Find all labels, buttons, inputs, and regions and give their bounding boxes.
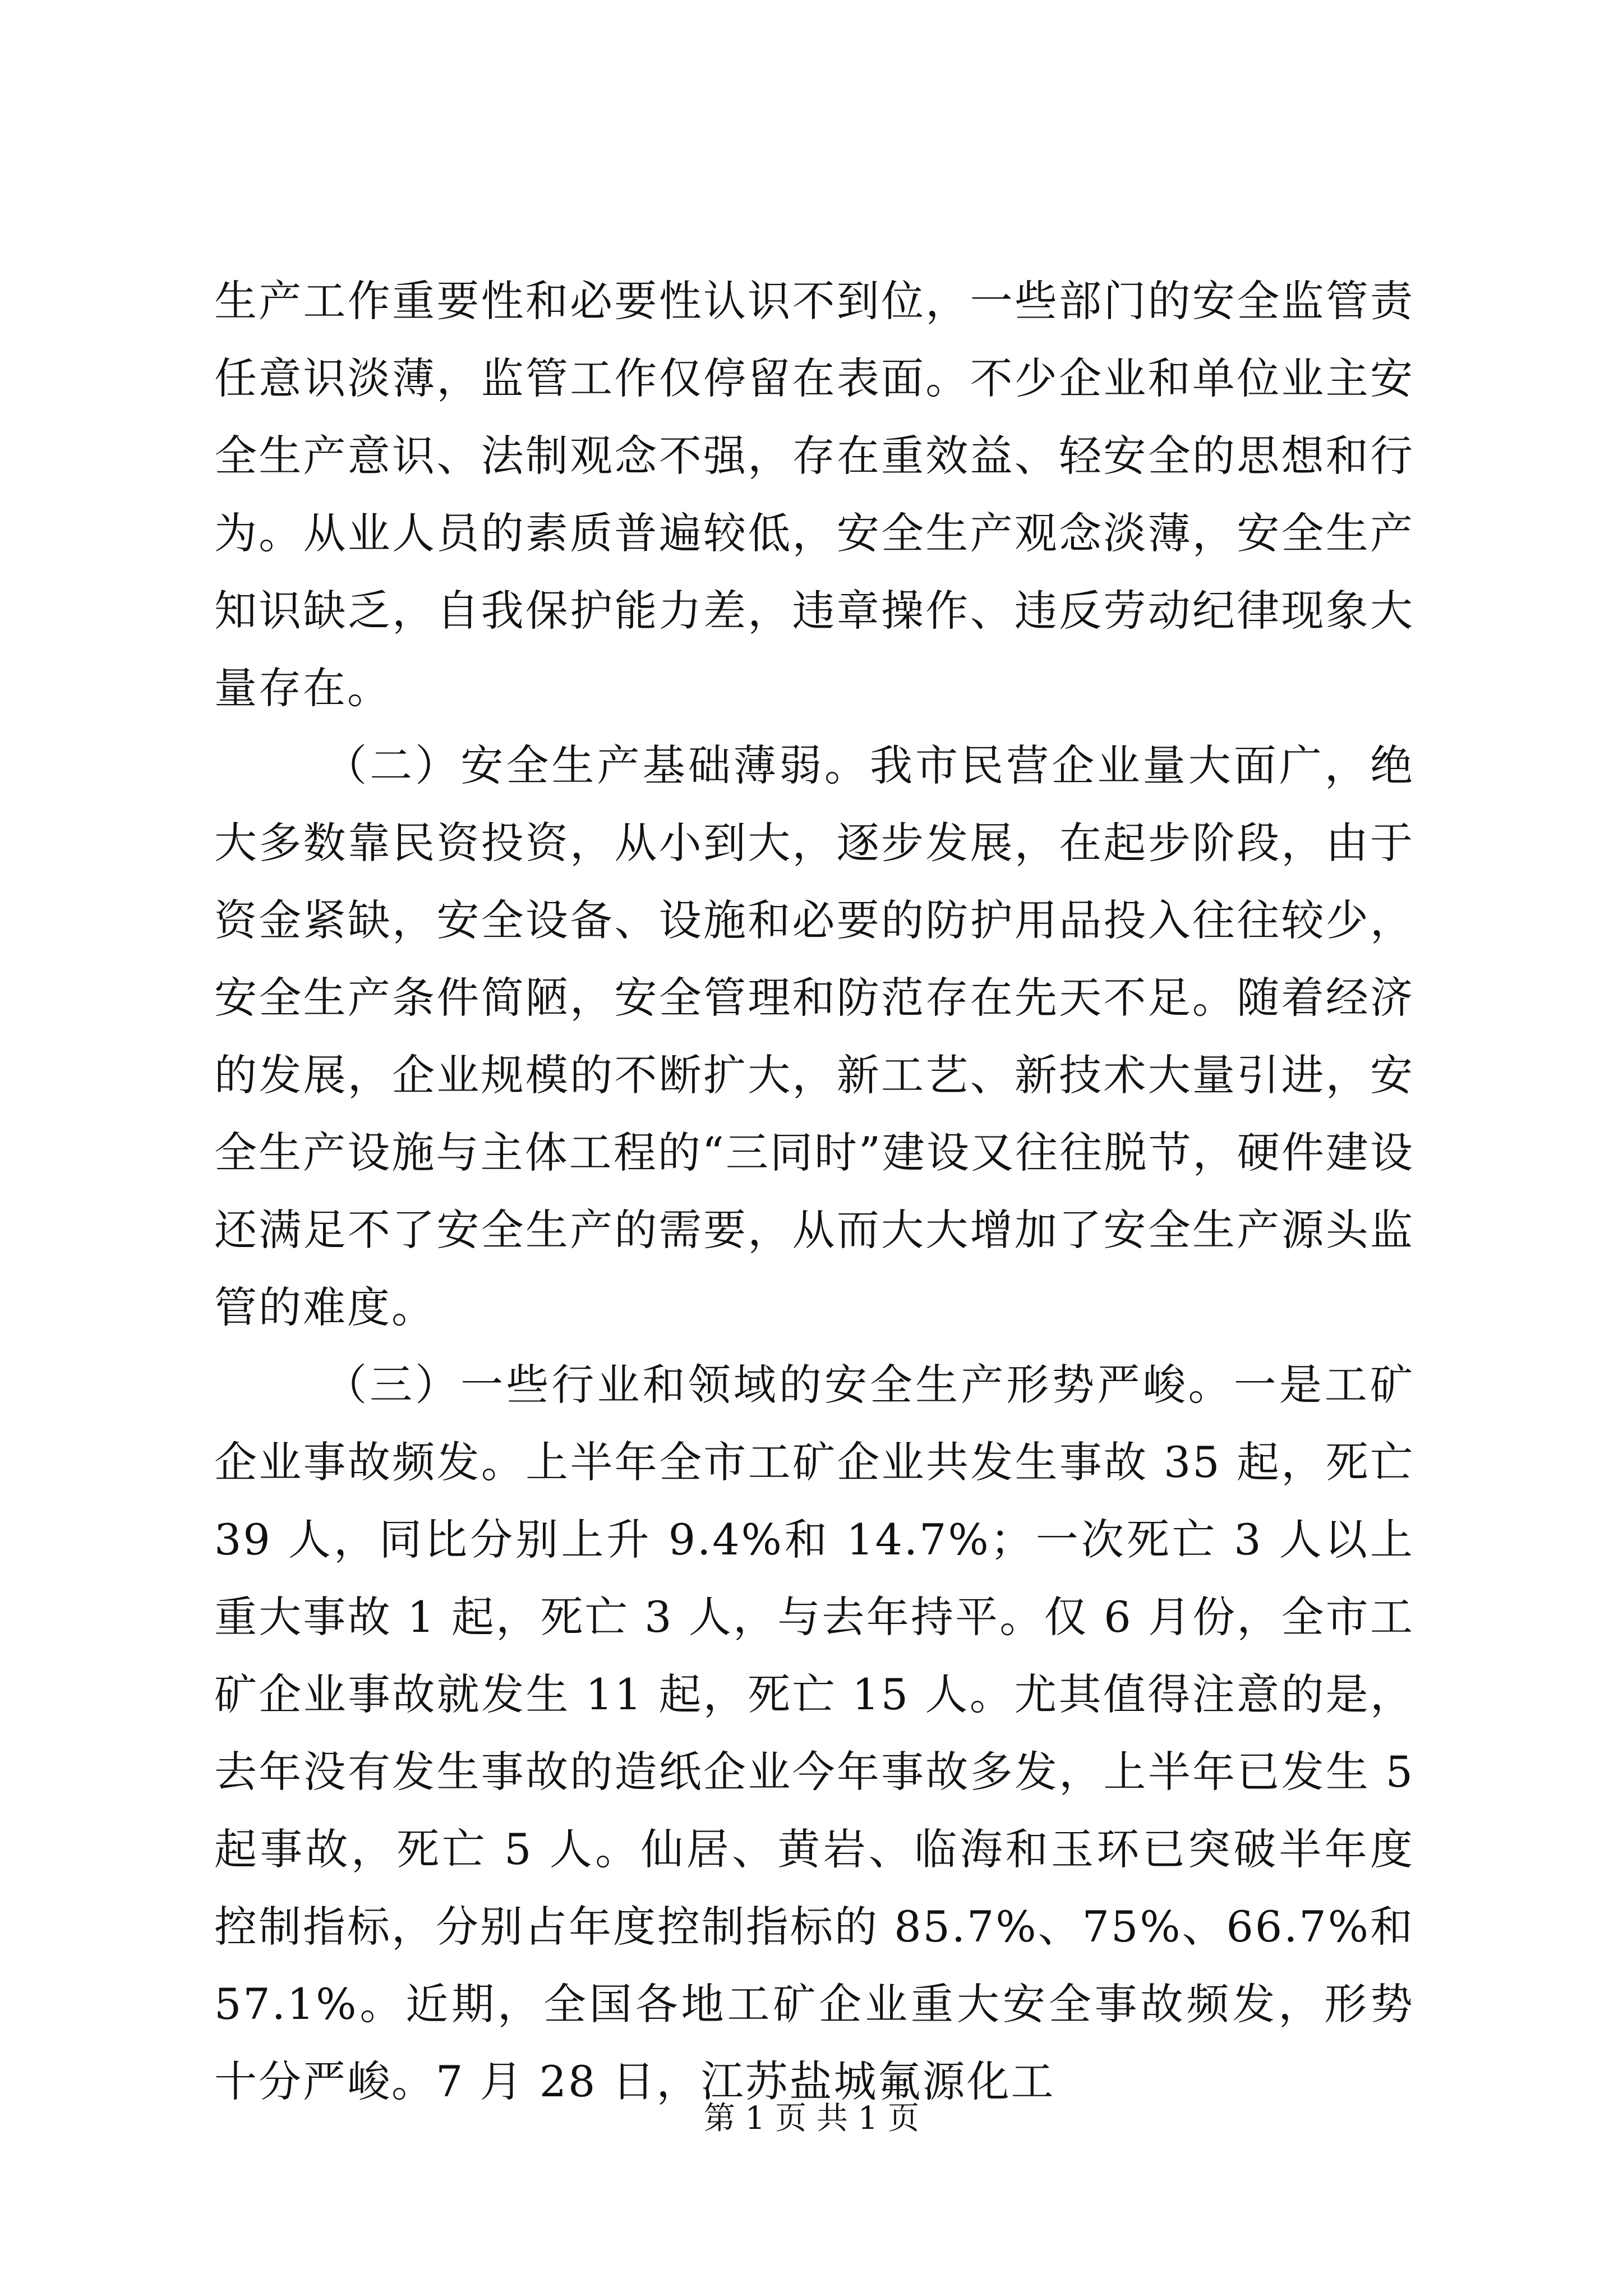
paragraph-2: （二）安全生产基础薄弱。我市民营企业量大面广，绝大多数靠民资投资，从小到大，逐步发展，在起步阶段，由于资金紧缺，安全设备、设施和必要的防护用品投入往往较少，安全生产条件简陋，安全管理和防范存在先天不足。随着经济的发展，企业规模的不断扩大，新工艺、新技术大量引进，安全生产设施与主体工程的“三同时”建设又往往脱节，硬件建设还满足不了安全生产的需要，从而大大增加了安全生产源头监管的难度。 — [214, 740, 1414, 1332]
paragraph-1: 生产工作重要性和必要性认识不到位，一些部门的安全监管责任意识淡薄，监管工作仅停留在表面。不少企业和单位业主安全生产意识、法制观念不强，存在重效益、轻安全的思想和行为。从业人员的素质普遍较低，安全生产观念淡薄，安全生产知识缺乏，自我保护能力差，违章操作、违反劳动纪律现象大量存在。 — [214, 276, 1414, 713]
page-footer: 第 1 页 共 1 页 — [703, 2100, 920, 2137]
paragraph-3: （三）一些行业和领域的安全生产形势严峻。一是工矿企业事故频发。上半年全市工矿企业共发生事故 35 起，死亡 39 人，同比分别上升 9.4%和 14.7%；一次死亡 3 人以上重大事故 1 起，死亡 3 人，与去年持平。仅 6 月份，全市工矿企业事故就发生 11 起，死亡 15 人。尤其值得注意的是，去年没有发生事故的造纸企业今年事故多发，上半年已发生 5 起事故，死亡 5 人。仙居、黄岩、临海和玉环已突破半年度控制指标，分别占年度控制指标的 85.7%、75%、66.7%和 57.1%。近期，全国各地工矿企业重大安全事故频发，形势十分严峻。7 月 28 日，江苏盐城氟源化工 — [214, 1360, 1414, 2106]
document-body — [214, 263, 1414, 2120]
